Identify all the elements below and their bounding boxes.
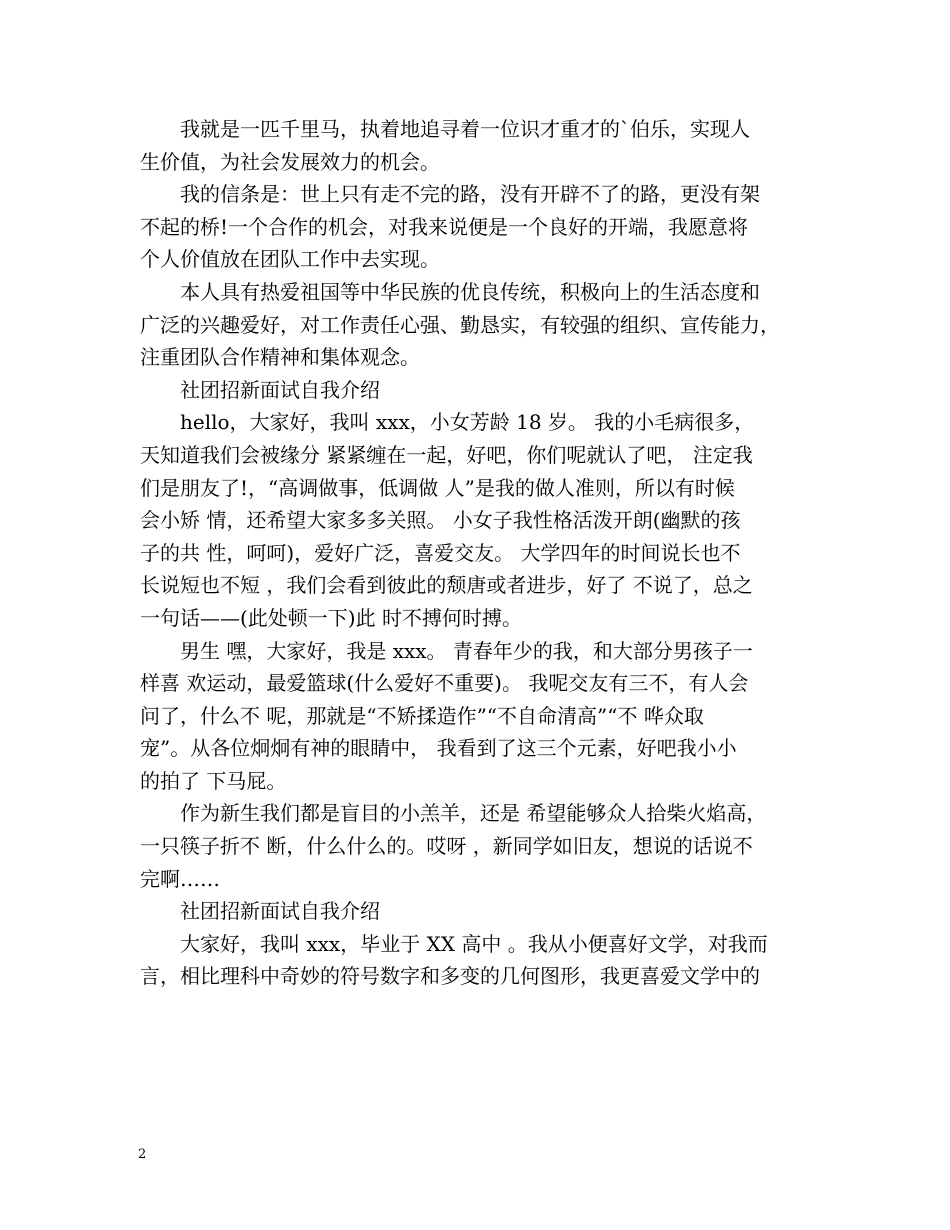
text-line: 我就是一匹千里马，执着地追寻着一位识才重才的`伯乐，实现人 (140, 117, 750, 141)
text-line: 言，相比理科中奇妙的符号数字和多变的几何图形，我更喜爱文学中的 (140, 964, 760, 989)
page-number: 2 (138, 1147, 147, 1162)
text-line: 注重团队合作精神和集体观念。 (140, 345, 420, 370)
text-line: 不起的桥!一个合作的机会，对我来说便是一个良好的开端，我愿意将 (140, 214, 749, 239)
text-line: 大家好，我叫 xxx，毕业于 XX 高中 。我从小便喜好文学，对我而 (140, 931, 768, 956)
text-line: 会小矫 情，还希望大家多多关照。 小女子我性格活泼开朗(幽默的孩 (140, 508, 741, 533)
text-line: 的拍了 下马屁。 (140, 768, 287, 793)
text-line: 完啊…… (140, 866, 220, 891)
text-line: 样喜 欢运动，最爱篮球(什么爱好不重要)。 我呢交友有三不，有人会 (140, 671, 749, 696)
document-body (140, 113, 830, 993)
text-line: hello，大家好，我叫 xxx，小女芳龄 18 岁。 我的小毛病很多， (140, 410, 755, 435)
text-line: 一只筷子折不 断，什么什么的。哎呀 ，新同学如旧友，想说的话说不 (140, 834, 753, 859)
text-line: 子的共 性，呵呵)，爱好广泛，喜爱交友。 大学四年的时间说长也不 (140, 540, 741, 565)
text-line: 生价值，为社会发展效力的机会。 (140, 149, 440, 174)
text-line: 社团招新面试自我介绍 (140, 377, 380, 402)
text-line: 们是朋友了!，“高调做事，低调做 人”是我的做人准则，所以有时候 (140, 475, 735, 500)
text-line: 长说短也不短 ，我们会看到彼此的颓唐或者进步，好了 不说了，总之 (140, 573, 753, 598)
text-line: 社团招新面试自我介绍 (140, 899, 380, 924)
text-line: 宠”。从各位炯炯有神的眼睛中， 我看到了这三个元素，好吧我小小 (140, 736, 737, 761)
text-line: 天知道我们会被缘分 紧紧缠在一起，好吧，你们呢就认了吧， 注定我 (140, 442, 753, 467)
text-line: 作为新生我们都是盲目的小羔羊，还是 希望能够众人拾柴火焰高， (140, 801, 767, 826)
text-line: 广泛的兴趣爱好，对工作责任心强、勤恳实，有较强的组织、宣传能力， (140, 312, 780, 337)
text-line: 本人具有热爱祖国等中华民族的优良传统，积极向上的生活态度和 (140, 279, 760, 304)
text-line: 一句话——(此处顿一下)此 时不搏何时搏。 (140, 605, 522, 630)
text-line: 个人价值放在团队工作中去实现。 (140, 247, 440, 272)
text-line: 问了，什么不 呢，那就是“不矫揉造作”“不自命清高”“不 哗众取 (140, 703, 704, 728)
text-line: 我的信条是：世上只有走不完的路，没有开辟不了的路，更没有架 (140, 182, 760, 207)
text-line: 男生 嘿，大家好，我是 xxx。 青春年少的我，和大部分男孩子一 (140, 638, 753, 663)
